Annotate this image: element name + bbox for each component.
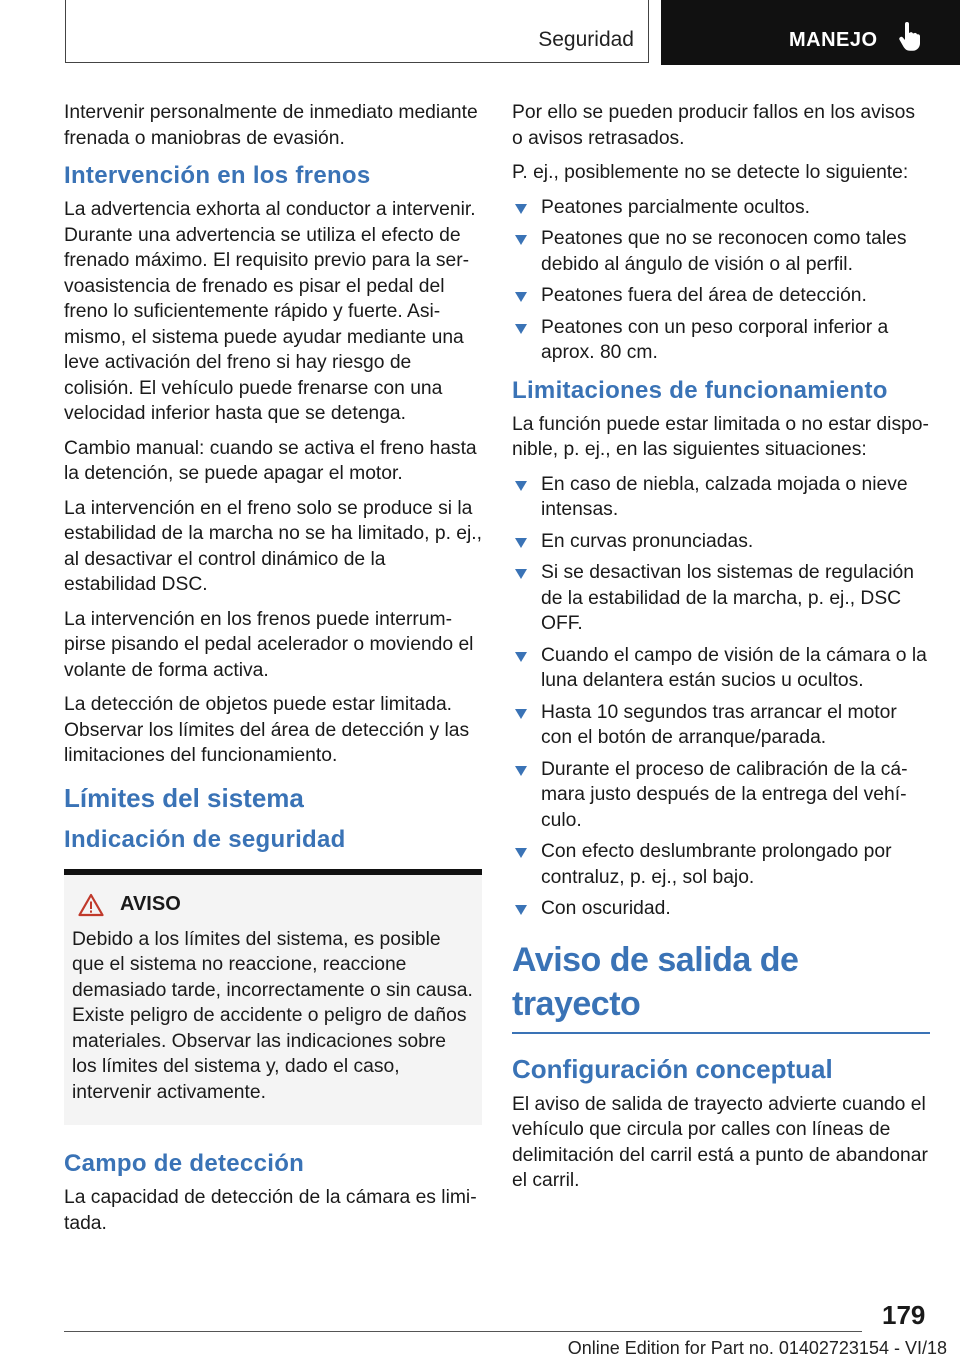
lane-departure-heading: Aviso de salida de trayecto (512, 938, 930, 1034)
detection-field-heading: Campo de detección (64, 1150, 305, 1177)
situations-list (512, 472, 930, 922)
footer-divider (64, 1331, 862, 1332)
bullet-triangle-icon (515, 709, 527, 719)
list-item: Peatones parcialmente ocultos. (512, 195, 930, 221)
brake-paragraph: Cambio manual: cuando se activa el freno hasta la detención, se puede apagar el motor. (64, 437, 477, 484)
bullet-triangle-icon (515, 569, 527, 579)
list-item: Durante el proceso de calibración de la cámara justo después de la entrega del vehículo. (512, 757, 930, 834)
function-limits-heading: Limitaciones de funcionamiento (512, 376, 888, 404)
bullet-triangle-icon (515, 766, 527, 776)
bullet-triangle-icon (515, 204, 527, 214)
brake-paragraph: La intervención en los frenos puede interrumpirse pisando el pedal acelerador o moviendo el volante de forma activa. (64, 608, 474, 681)
section-header-box (65, 0, 649, 63)
notice-header (72, 893, 474, 917)
not-detected-list (512, 195, 930, 366)
section-label: Seguridad (538, 28, 634, 51)
brake-intervention-heading: Intervención en los frenos (64, 162, 371, 189)
notice-text: Debido a los límites del sistema, es posible que el sistema no reaccione, reaccione demasiado tarde, incorrectamente o sin causa. Existe peligro de accidente o peligro de daños materiales. Observar las indicaciones sobre los límites del sistema y, dado el caso, intervenir activamente. (72, 928, 473, 1103)
bullet-triangle-icon (515, 652, 527, 662)
concept-paragraph: El aviso de salida de trayecto advierte cuando el vehículo que circula por calles con líneas de delimitación del carril está a punto de abandonar el carril. (512, 1093, 928, 1191)
list-item: Con oscuridad. (512, 896, 930, 922)
concept-heading: Configuración conceptual (512, 1053, 833, 1084)
safety-note-heading: Indicación de seguridad (64, 825, 346, 853)
function-limits-intro: La función puede estar limitada o no estar disponible, p. ej., en las siguientes situaciones: (512, 413, 929, 460)
chapter-tab[interactable] (661, 0, 960, 65)
list-item: Hasta 10 segundos tras arrancar el motor con el botón de arranque/parada. (512, 700, 930, 751)
list-item: Cuando el campo de visión de la cámara o la luna delantera están sucios u ocultos. (512, 643, 930, 694)
bullet-triangle-icon (515, 292, 527, 302)
bullet-triangle-icon (515, 481, 527, 491)
list-item: Peatones que no se reconocen como tales debido al ángulo de visión o al perfil. (512, 226, 930, 277)
hand-pointer-icon (897, 22, 921, 52)
bullet-triangle-icon (515, 905, 527, 915)
not-detected-intro: P. ej., posiblemente no se detecte lo siguiente: (512, 162, 909, 183)
list-item: Peatones fuera del área de detección. (512, 283, 930, 309)
page-header (0, 0, 960, 66)
list-item: Con efecto deslumbrante prolongado por contraluz, p. ej., sol bajo. (512, 839, 930, 890)
intro-paragraph: Intervenir personalmente de inmediato mediante frenada o maniobras de evasión. (64, 102, 478, 149)
bullet-triangle-icon (515, 538, 527, 548)
list-item: Peatones con un peso corporal inferior a aprox. 80 cm. (512, 315, 930, 366)
list-item: Si se desactivan los sistemas de regulación de la estabilidad de la marcha, p. ej., DSC OFF. (512, 560, 930, 637)
brake-paragraph: La detección de objetos puede estar limitada. Observar los límites del área de detección y las limitaciones del funcionamiento. (64, 694, 470, 766)
warning-notice (64, 869, 482, 1126)
bullet-triangle-icon (515, 235, 527, 245)
brake-paragraph: La intervención en el freno solo se produce si la estabilidad de la marcha no se ha limitado, p. ej., al desactivar el control dinámico de la estabilidad DSC. (64, 497, 483, 595)
system-limits-heading: Límites del sistema (64, 782, 304, 813)
bullet-triangle-icon (515, 848, 527, 858)
list-item: En curvas pronunciadas. (512, 529, 930, 555)
bullet-triangle-icon (515, 324, 527, 334)
right-column (512, 100, 930, 1203)
edition-footer: Online Edition for Part no. 01402723154 - VI/18 (567, 1338, 947, 1358)
brake-paragraph: La advertencia exhorta al conductor a intervenir. Durante una advertencia se utiliza el efecto de frenado máximo. El requisito previo para la servoasistencia de frenado es pisar el pedal del freno lo suficientemente rápido y fuerte. Asimismo, el sistema puede ayudar mediante una leve activación del freno si hay riesgo de colisión. El vehículo puede frenarse con una velocidad inferior hasta que se detenga. (64, 199, 476, 424)
chapter-label: MANEJO (789, 29, 878, 51)
notice-title: AVISO (120, 893, 181, 915)
list-item: En caso de niebla, calzada mojada o nieve intensas. (512, 472, 930, 523)
page-number: 179 (882, 1300, 926, 1330)
left-column (64, 100, 482, 1245)
detection-paragraph: La capacidad de detección de la cámara es limitada. (64, 1187, 477, 1234)
warning-failures-paragraph: Por ello se pueden producir fallos en los avisos o avisos retrasados. (512, 102, 915, 149)
warning-triangle-icon (78, 893, 104, 917)
